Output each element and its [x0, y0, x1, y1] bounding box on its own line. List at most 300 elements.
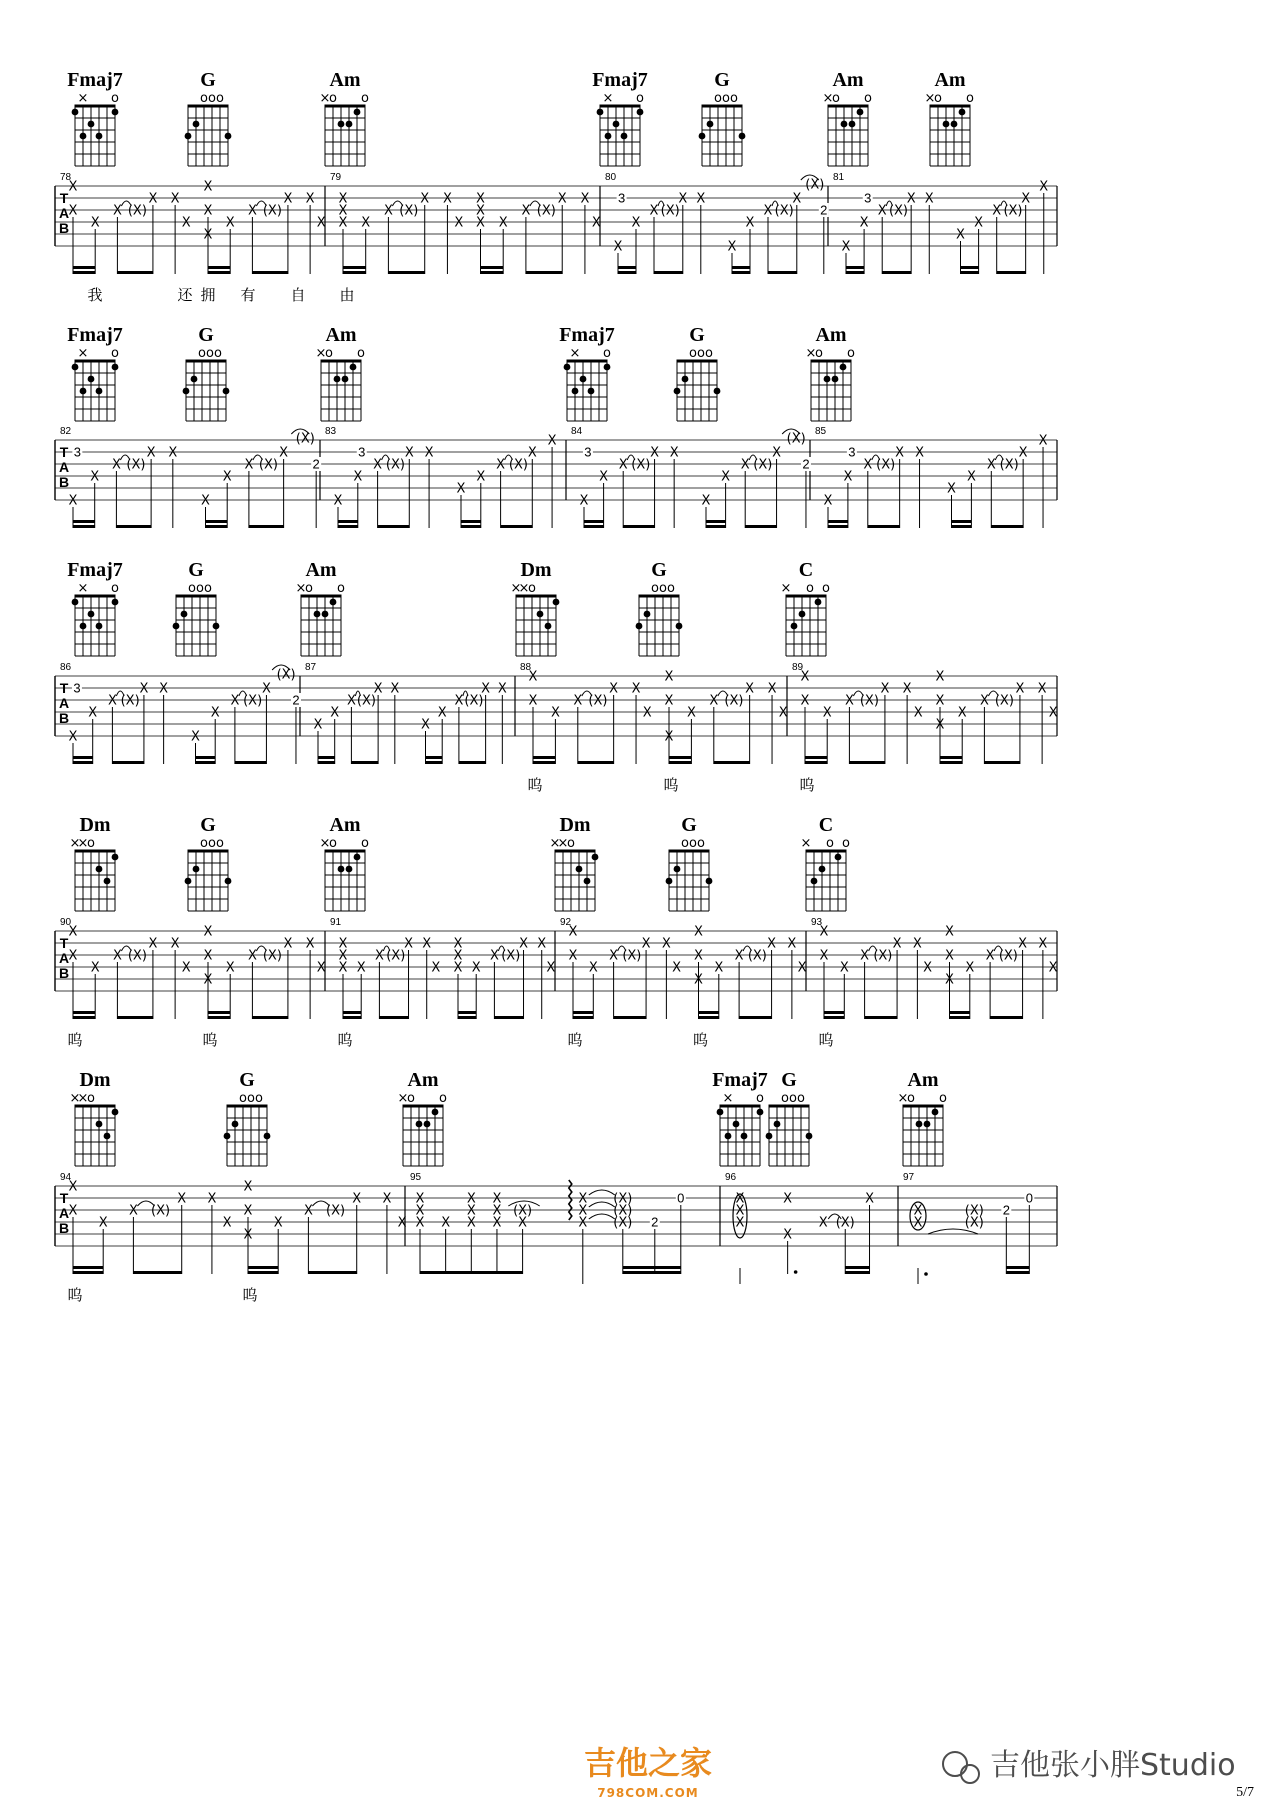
measure-number: 92 [560, 917, 572, 928]
dead-note-mark: X [521, 203, 531, 219]
measure [560, 917, 807, 1049]
chord-name: Am [305, 559, 337, 581]
finger-dot [88, 376, 95, 383]
dead-note-mark: X [476, 215, 485, 231]
dead-note-mark: X [580, 191, 590, 207]
dead-note-mark: X [578, 1215, 588, 1231]
chord-am [925, 69, 974, 166]
dead-note-mark: X [880, 681, 890, 697]
finger-dot [706, 878, 713, 885]
dead-note-mark: X [906, 191, 916, 207]
finger-dot [225, 878, 232, 885]
page-number: 5/7 [1236, 1785, 1254, 1800]
dead-note-mark: X [305, 936, 315, 952]
fret-number: 2 [820, 202, 828, 218]
dead-note-mark: X [415, 1191, 425, 1207]
ghost-note-mark: (X) [774, 203, 794, 219]
finger-dot [338, 121, 345, 128]
chord-g [666, 814, 713, 911]
dead-note-mark: X [170, 936, 180, 952]
dead-note-mark: X [772, 445, 782, 461]
finger-dot [112, 364, 119, 371]
chord-diagram [316, 346, 365, 421]
dead-note-mark: X [454, 693, 464, 709]
studio-brand: 吉他张小胖Studio [990, 1748, 1236, 1783]
dead-note-mark: X [244, 457, 254, 473]
open-string-mark: o [528, 581, 536, 596]
dead-note-mark: X [588, 960, 598, 976]
finger-dot [717, 1109, 724, 1116]
dead-note-mark: X [694, 948, 703, 964]
chord-name: Am [329, 814, 361, 836]
finger-dot [819, 866, 826, 873]
dead-note-mark: X [966, 469, 976, 485]
finger-dot [96, 866, 103, 873]
dead-note-mark: X [819, 948, 829, 964]
chord-name: Am [407, 1069, 439, 1091]
ghost-note-mark: (X) [262, 203, 282, 219]
measure-number: 82 [60, 426, 72, 437]
chord-fmaj7 [67, 69, 123, 166]
finger-dot [806, 1133, 813, 1140]
chord-diagram [320, 91, 369, 166]
dead-note-mark: X [498, 215, 508, 231]
dead-note-mark: X [740, 457, 750, 473]
dead-note-mark: X [422, 936, 432, 952]
open-string-mark: o [826, 836, 834, 851]
lyric-syllable: 呜 [692, 1031, 709, 1049]
chord-name: G [198, 324, 214, 346]
finger-dot [714, 388, 721, 395]
muted-string-mark: × [315, 346, 327, 361]
dead-note-mark: X [767, 681, 777, 697]
lyric-syllable: 呜 [67, 1286, 83, 1304]
ghost-note-mark: (X) [127, 948, 147, 964]
chord-diagram [72, 346, 119, 421]
dead-note-mark: X [207, 1191, 217, 1207]
dead-note-mark: X [844, 693, 854, 709]
dead-note-mark: X [945, 948, 954, 964]
dead-note-mark: X [591, 215, 601, 231]
tab-clef-letter: A [58, 459, 70, 475]
dead-note-mark: X [923, 960, 932, 976]
ghost-note-mark: (X) [660, 203, 680, 219]
dead-note-mark: X [431, 960, 441, 976]
finger-dot [572, 388, 579, 395]
measure [815, 426, 1048, 528]
measure [330, 917, 555, 1049]
chord-fmaj7 [67, 559, 123, 656]
muted-string-mark: × [897, 1091, 909, 1106]
chord-diagram [781, 581, 830, 656]
dead-note-mark: X [177, 1191, 187, 1207]
chord-diagram [564, 346, 611, 421]
open-string-mark: o [204, 581, 212, 596]
ghost-note-mark: (X) [399, 203, 419, 219]
dead-note-mark: X [68, 924, 78, 940]
tab-staff [55, 1172, 1057, 1304]
finger-dot [644, 611, 651, 618]
dead-note-mark: X [476, 469, 486, 485]
dead-note-mark: X [823, 493, 833, 509]
dead-note-mark: X [727, 239, 737, 255]
fret-number: 2 [651, 1214, 659, 1230]
ghost-note-mark: (X) [588, 693, 608, 709]
finger-dot [223, 388, 230, 395]
dead-note-mark: X [714, 960, 724, 976]
chord-name: Am [815, 324, 847, 346]
finger-dot [346, 866, 353, 873]
dead-note-mark: X [664, 669, 674, 685]
chord-name: G [200, 69, 216, 91]
fret-number: 0 [677, 1190, 685, 1206]
measure [725, 1172, 874, 1284]
tie [589, 1190, 615, 1195]
dead-note-mark: X [68, 729, 78, 745]
open-string-mark: o [255, 1091, 263, 1106]
dead-note-mark: X [945, 972, 954, 988]
open-string-mark: o [689, 346, 697, 361]
open-string-mark: o [714, 91, 722, 106]
open-string-mark: o [934, 91, 942, 106]
chord-name: Dm [559, 814, 591, 836]
dead-note-mark: X [316, 215, 326, 231]
ghost-note-mark: (X) [859, 693, 879, 709]
open-string-mark: o [567, 836, 575, 851]
muted-string-mark: × [77, 581, 89, 596]
dead-note-mark: X [88, 705, 98, 721]
open-string-mark: o [603, 346, 611, 361]
chord-name: C [798, 559, 814, 581]
chord-name: Fmaj7 [67, 559, 123, 581]
ghost-note-mark: (X) [513, 1203, 533, 1219]
chord-diagram [185, 836, 232, 911]
tab-clef-letter: B [58, 965, 70, 981]
chord-am [398, 1069, 447, 1166]
dead-note-mark: X [696, 191, 706, 207]
measure-number: 78 [60, 172, 72, 183]
dead-note-mark: X [453, 936, 463, 952]
measure-number: 88 [520, 662, 532, 673]
chord-name: Dm [79, 1069, 111, 1091]
dead-note-mark: X [865, 1191, 874, 1207]
dead-note-mark: X [283, 191, 293, 207]
open-string-mark: o [216, 836, 224, 851]
dead-note-mark: X [203, 972, 213, 988]
lyric-syllable: 拥 [200, 286, 216, 304]
chord-g [766, 1069, 813, 1166]
chord-g [185, 69, 232, 166]
ghost-note-mark: (X) [295, 431, 315, 447]
finger-dot [832, 376, 839, 383]
chord-diagram [666, 836, 713, 911]
open-string-mark: o [842, 836, 850, 851]
ghost-note-mark: (X) [1003, 203, 1023, 219]
dead-note-mark: X [456, 481, 466, 497]
dead-note-mark: X [111, 457, 121, 473]
finger-dot [88, 121, 95, 128]
muted-string-mark: × [397, 1091, 409, 1106]
dead-note-mark: X [338, 960, 348, 976]
fret-number: 2 [1002, 1202, 1010, 1218]
finger-dot [537, 611, 544, 618]
ghost-note-mark: (X) [613, 1203, 633, 1219]
lyric-syllable: 呜 [799, 776, 815, 794]
footer [584, 1744, 1254, 1800]
dead-note-mark: X [783, 1191, 793, 1207]
measure-number: 95 [410, 1172, 422, 1183]
dead-note-mark: X [839, 960, 849, 976]
finger-dot [181, 611, 188, 618]
finger-dot [741, 1133, 748, 1140]
dead-note-mark: X [935, 693, 945, 709]
finger-dot [605, 133, 612, 140]
finger-dot [213, 623, 220, 630]
chord-diagram [173, 581, 220, 656]
dead-note-mark: X [902, 681, 912, 697]
dead-note-mark: X [492, 1203, 502, 1219]
dead-note-mark: X [243, 1179, 253, 1195]
finger-dot [580, 376, 587, 383]
open-string-mark: o [439, 1091, 447, 1106]
dead-note-mark: X [649, 203, 659, 219]
chord-am [316, 324, 365, 421]
finger-dot [88, 611, 95, 618]
dead-note-mark: X [203, 948, 213, 964]
dead-note-mark: X [230, 693, 240, 709]
finger-dot [564, 364, 571, 371]
finger-dot [350, 364, 357, 371]
measure [60, 1172, 407, 1304]
measure [605, 172, 829, 274]
chord-diagram [766, 1091, 813, 1166]
dead-note-mark: X [390, 681, 400, 697]
dead-note-mark: X [877, 203, 887, 219]
finger-dot [416, 1121, 423, 1128]
finger-dot [96, 1121, 103, 1128]
tab-staff [55, 426, 1057, 528]
finger-dot [432, 1109, 439, 1116]
tab-clef-letter: A [58, 205, 70, 221]
chord-fmaj7 [67, 324, 123, 421]
chord-g [636, 559, 683, 656]
chord-g [224, 1069, 271, 1166]
dead-note-mark: X [68, 493, 78, 509]
dead-note-mark: X [992, 203, 1002, 219]
dead-note-mark: X [915, 445, 924, 461]
open-string-mark: o [198, 346, 206, 361]
tab-staff [55, 917, 1058, 1049]
chord-g [183, 324, 230, 421]
dead-note-mark: X [497, 681, 507, 697]
ghost-note-mark: (X) [622, 948, 642, 964]
measure [520, 662, 788, 794]
finger-dot [72, 109, 79, 116]
dead-note-mark: X [139, 681, 149, 697]
dead-note-mark: X [373, 457, 383, 473]
dead-note-mark: X [694, 972, 703, 988]
muted-string-mark: × [557, 836, 569, 851]
tab-clef-letter: T [59, 444, 69, 460]
finger-dot [354, 854, 361, 861]
dead-note-mark: X [191, 729, 200, 745]
dead-note-mark: X [273, 1215, 283, 1231]
dead-note-mark: X [420, 191, 430, 207]
measure [903, 1172, 1034, 1284]
chord-diagram [72, 91, 119, 166]
open-string-mark: o [722, 91, 730, 106]
finger-dot [96, 623, 103, 630]
dead-note-mark: X [68, 1179, 78, 1195]
dead-note-mark: X [170, 191, 180, 207]
lyric-syllable: 呜 [567, 1031, 583, 1049]
finger-dot [849, 121, 856, 128]
dead-note-mark: X [261, 681, 271, 697]
dead-note-mark: X [579, 493, 589, 509]
finger-dot [674, 866, 681, 873]
lyric-syllable: 有 [240, 286, 256, 304]
dead-note-mark: X [353, 469, 363, 485]
chord-name: G [781, 1069, 797, 1091]
finger-dot [225, 133, 232, 140]
open-string-mark: o [939, 1091, 947, 1106]
open-string-mark: o [797, 1091, 805, 1106]
dead-note-mark: X [778, 705, 788, 721]
chord-diagram [699, 91, 746, 166]
dead-note-mark: X [678, 191, 688, 207]
dead-note-mark: X [528, 693, 538, 709]
dead-note-mark: X [90, 215, 100, 231]
dead-note-mark: X [568, 924, 578, 940]
chord-fmaj7 [559, 324, 615, 421]
dead-note-mark: X [338, 948, 348, 964]
ghost-note-mark: (X) [999, 457, 1019, 473]
dead-note-mark: X [935, 669, 945, 685]
score-system [55, 1069, 1057, 1304]
dead-note-mark: X [279, 445, 289, 461]
finger-dot [334, 376, 341, 383]
score-system [55, 69, 1057, 304]
chord-name: G [651, 559, 667, 581]
measure-number: 84 [571, 426, 583, 437]
ghost-note-mark: (X) [613, 1215, 633, 1231]
open-string-mark: o [636, 91, 644, 106]
chord-diagram [597, 91, 644, 166]
dead-note-mark: X [453, 960, 463, 976]
chord-diagram [806, 346, 855, 421]
finger-dot [264, 1133, 271, 1140]
dead-note-mark: X [650, 445, 660, 461]
dead-note-mark: X [181, 960, 191, 976]
chord-dm [70, 814, 119, 911]
muted-string-mark: × [319, 91, 331, 106]
dead-note-mark: X [913, 705, 923, 721]
finger-dot [173, 623, 180, 630]
dead-note-mark: X [303, 1203, 313, 1219]
ghost-note-mark: (X) [386, 948, 406, 964]
finger-dot [766, 1133, 773, 1140]
finger-dot [576, 866, 583, 873]
fret-number: 0 [1025, 1190, 1033, 1206]
dead-note-mark: X [442, 191, 452, 207]
muted-string-mark: × [518, 581, 530, 596]
dead-note-mark: X [957, 705, 967, 721]
lyric-syllable: 自 [290, 286, 306, 304]
finger-dot [185, 878, 192, 885]
open-string-mark: o [305, 581, 313, 596]
finger-dot [815, 599, 822, 606]
dead-note-mark: X [454, 215, 464, 231]
open-string-mark: o [407, 1091, 415, 1106]
dead-note-mark: X [895, 445, 905, 461]
finger-dot [592, 854, 599, 861]
dead-note-mark: X [90, 960, 100, 976]
measure [325, 426, 557, 528]
open-string-mark: o [966, 91, 974, 106]
dead-note-mark: X [338, 215, 348, 231]
fret-number: 3 [848, 444, 856, 460]
dead-note-mark: X [404, 936, 413, 952]
dead-note-mark: X [466, 1215, 476, 1231]
dead-note-mark: X [860, 948, 870, 964]
dead-note-mark: X [492, 1215, 502, 1231]
finger-dot [553, 599, 560, 606]
finger-dot [811, 878, 818, 885]
site-logo: 吉他之家 [583, 1744, 713, 1782]
chord-am [898, 1069, 947, 1166]
finger-dot [224, 1133, 231, 1140]
finger-dot [835, 854, 842, 861]
ghost-note-mark: (X) [631, 457, 651, 473]
dead-note-mark: X [330, 705, 340, 721]
dead-note-mark: X [471, 960, 481, 976]
open-string-mark: o [200, 91, 208, 106]
tie [589, 1214, 615, 1219]
dead-note-mark: X [694, 924, 703, 940]
dead-note-mark: X [146, 445, 156, 461]
dead-note-mark: X [573, 693, 583, 709]
chord-am [806, 324, 855, 421]
dead-note-mark: X [578, 1191, 588, 1207]
dead-note-mark: X [338, 191, 348, 207]
muted-string-mark: × [800, 836, 812, 851]
measure [330, 172, 601, 274]
dead-note-mark: X [222, 469, 232, 485]
score-system [55, 324, 1057, 528]
chord-am [320, 814, 369, 911]
chord-name: G [681, 814, 697, 836]
ghost-note-mark: (X) [835, 1215, 855, 1231]
open-string-mark: o [781, 1091, 789, 1106]
finger-dot [322, 611, 329, 618]
chord-diagram [550, 836, 599, 911]
chord-name: G [714, 69, 730, 91]
finger-dot [183, 388, 190, 395]
lyric-syllable: 呜 [337, 1031, 353, 1049]
ghost-note-mark: (X) [876, 457, 896, 473]
dead-note-mark: X [481, 681, 491, 697]
finger-dot [193, 121, 200, 128]
chord-name: G [239, 1069, 255, 1091]
open-string-mark: o [907, 1091, 915, 1106]
lyric-syllable: 呜 [663, 776, 679, 794]
lyric-syllable: 呜 [242, 1286, 258, 1304]
chord-diagram [925, 91, 974, 166]
measure-number: 90 [60, 917, 72, 928]
tab-clef-letter: B [58, 220, 70, 236]
dead-note-mark: X [107, 693, 117, 709]
finger-dot [104, 878, 111, 885]
